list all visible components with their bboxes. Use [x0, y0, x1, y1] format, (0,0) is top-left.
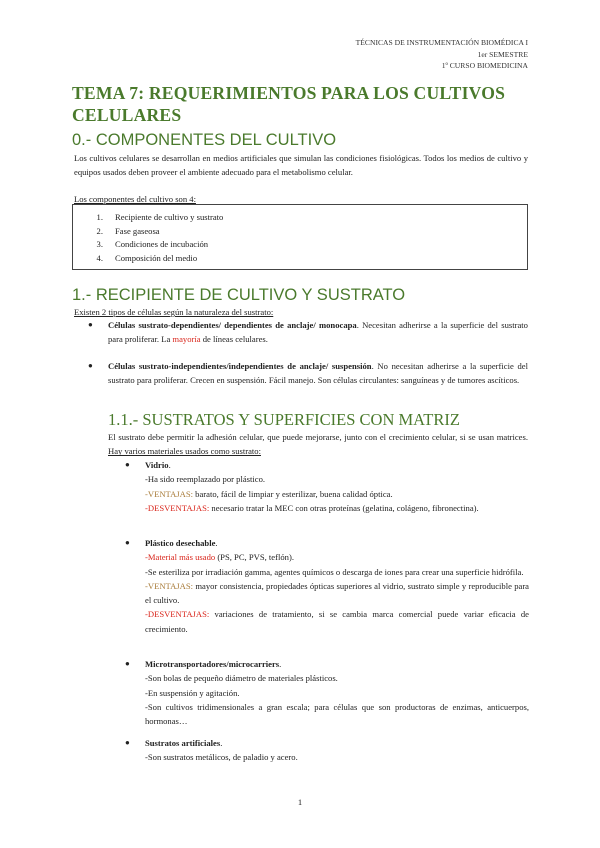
header-year: 1º CURSO BIOMEDICINA — [441, 61, 528, 71]
components-list — [73, 211, 223, 265]
cell-types-label: Existen 2 tipos de células según la naturaleza del sustrato: — [74, 307, 274, 317]
bullet-icon: ● — [125, 538, 130, 547]
bullet-icon: ● — [88, 361, 93, 370]
section-0-intro: Los cultivos celulares se desarrollan en medios artificiales que simulan las condiciones fisiológicas. Todos los medios de cultivo y equipos usados deben proveer el ambiente adecuado para el metabolismo celular. — [74, 153, 528, 178]
material-artificial: ● Sustratos artificiales. -Son sustratos metálicos, de paladio y acero. — [125, 738, 298, 763]
section-1-heading: 1.- RECIPIENTE DE CULTIVO Y SUSTRATO — [72, 286, 406, 304]
document-header — [356, 37, 528, 72]
bullet-icon: ● — [125, 659, 130, 668]
component-item: 4. Composición del medio — [96, 252, 198, 263]
header-semester: 1er SEMESTRE — [477, 49, 528, 59]
components-label: Los componentes del cultivo son 4: — [74, 194, 196, 204]
header-course: TÉCNICAS DE INSTRUMENTACIÓN BIOMÉDICA I — [355, 38, 528, 47]
material-microcarriers: ● Microtransportadores/microcarriers. -Son bolas de pequeño diámetro de materiales plásticos. -En suspensión y agitación. -Son cultivos tridimensionales a gran escala; para células que son productoras de enzimas, anticuerpos, hormonas… — [125, 659, 529, 727]
section-0-heading: 0.- COMPONENTES DEL CULTIVO — [72, 131, 337, 149]
page-number: 1 — [297, 797, 303, 807]
substrate-intro: El sustrato debe permitir la adhesión celular, que puede mejorarse, junto con el crecimiento celular, si se usan matrices. Hay varios materiales usados como sustrato: — [108, 432, 528, 457]
bullet-icon: ● — [125, 460, 130, 469]
component-item: 1. Recipiente de cultivo y sustrato — [96, 212, 224, 222]
components-box — [72, 204, 528, 270]
cell-type-anchorage-independent: ● Células sustrato-independientes/independientes de anclaje/ suspensión. No necesitan adherirse a la superficie del sustrato para proliferar. Crecen en suspensión. Fácil manejo. Son células circulantes: sanguíneas y de tumores ascíticos. — [88, 361, 528, 386]
subsection-1-1-heading: 1.1.- SUSTRATOS Y SUPERFICIES CON MATRIZ — [108, 410, 460, 429]
component-item: 2. Fase gaseosa — [96, 225, 160, 236]
bullet-icon: ● — [125, 738, 130, 747]
bullet-icon: ● — [88, 320, 93, 329]
material-plastic: ● Plástico desechable. -Material más usado (PS, PC, PVS, teflón). -Se esteriliza por irradiación gamma, agentes químicos o descarga de iones para crear una superficie hidrófila. -VENTAJAS: mayor consistencia, propiedades ópticas superiores al vidrio, sustrato simple y reproducible para el cultivo. -DESVENTAJAS: variaciones de tratamiento, si se cambia marca comercial puede variar eficacia de crecimiento. — [125, 538, 529, 634]
material-glass: ● Vidrio. -Ha sido reemplazado por plástico. -VENTAJAS: barato, fácil de limpiar y esterilizar, buena calidad óptica. -DESVENTAJAS: necesario tratar la MEC con otras proteínas (gelatina, colágeno, fibronectina). — [125, 460, 479, 513]
cell-type-anchorage-dependent: ● Células sustrato-dependientes/ dependientes de anclaje/ monocapa. Necesitan adherirse a la superficie del sustrato para proliferar. La mayoría de líneas celulares. — [88, 320, 528, 345]
component-item: 3. Condiciones de incubación — [96, 239, 209, 250]
page-title: TEMA 7: REQUERIMIENTOS PARA LOS CULTIVOS CELULARES — [72, 83, 506, 125]
